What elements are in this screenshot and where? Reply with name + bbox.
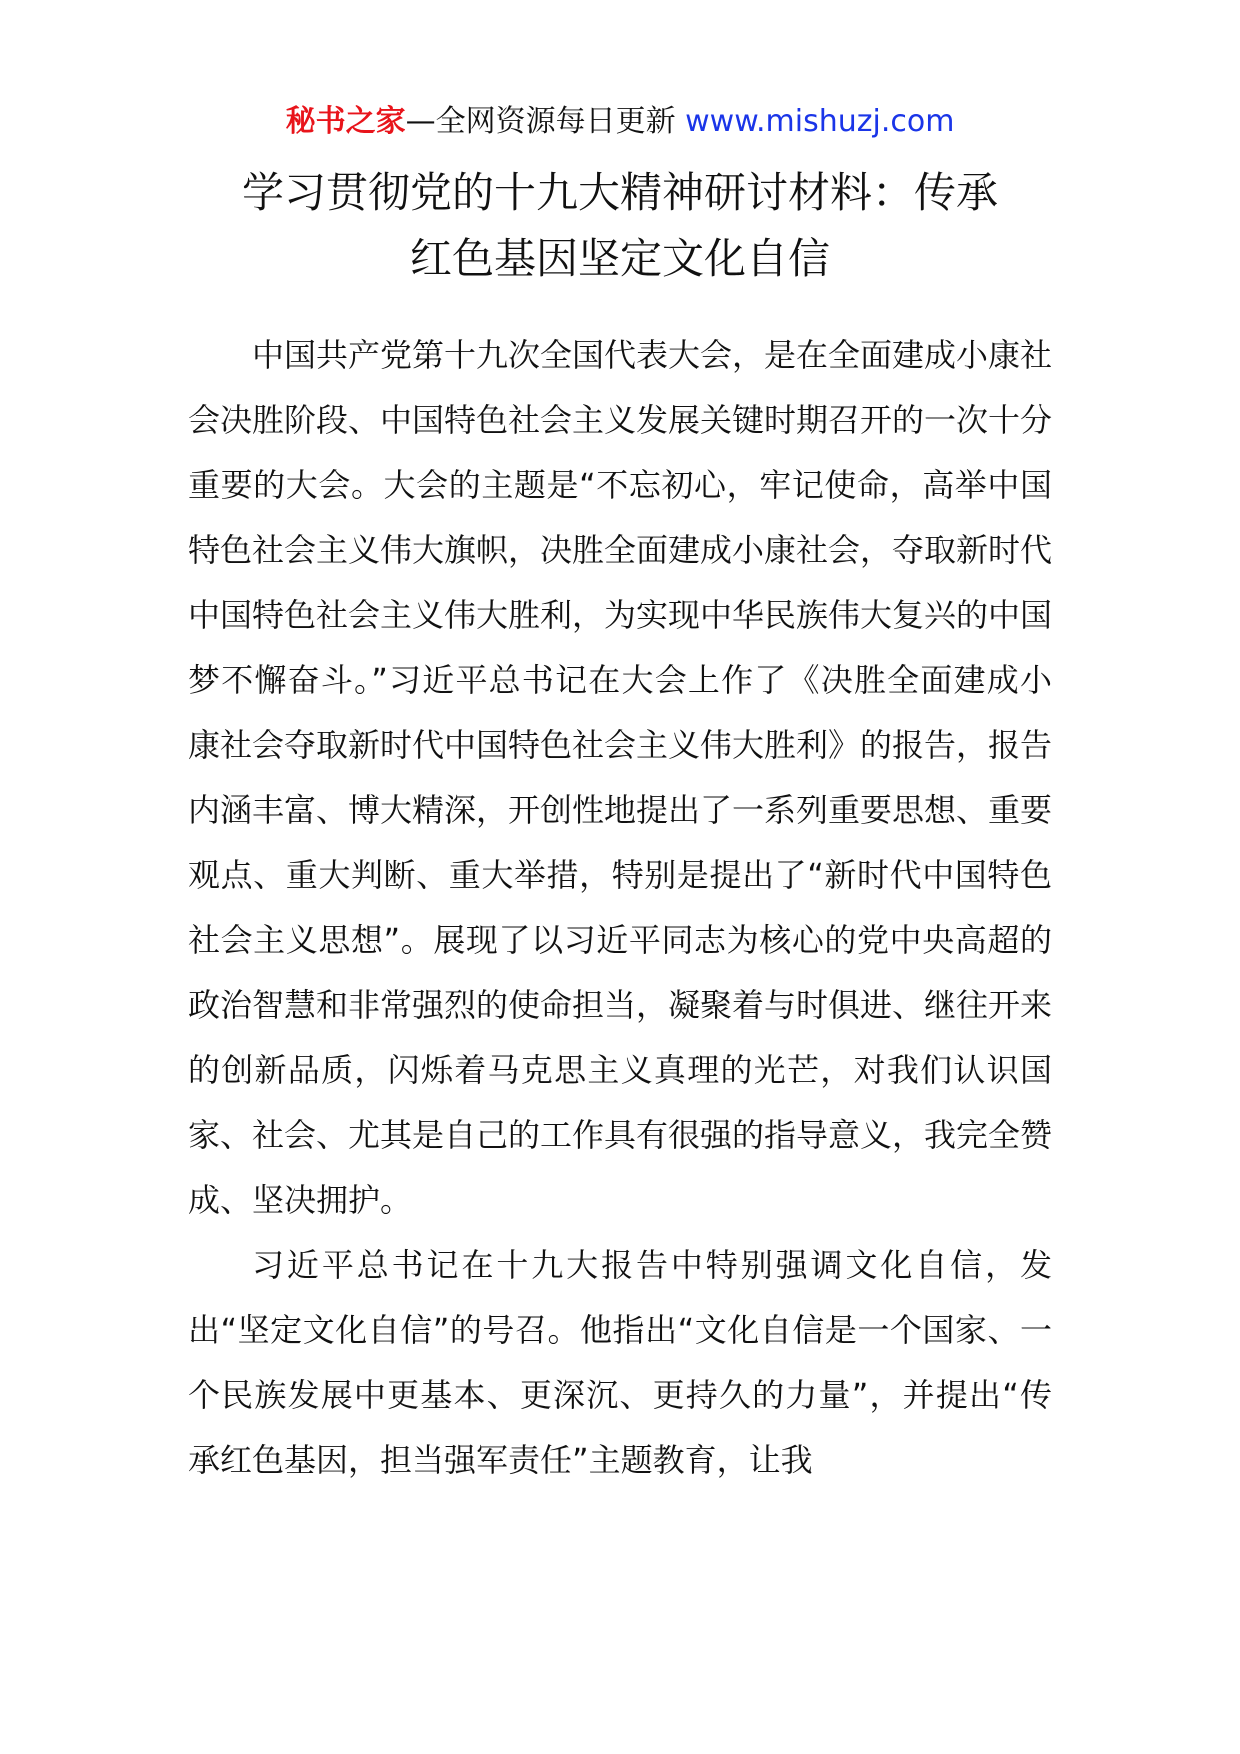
document-title-line-2: 红色基因坚定文化自信 [409, 234, 830, 283]
body-paragraph-1: 中国共产党第十九次全国代表大会，是在全面建成小康社会决胜阶段、中国特色社会主义发展关键时期召开的一次十分重要的大会。大会的主题是“不忘初心，牢记使命，高举中国特色社会主义伟大旗帜，决胜全面建成小康社会，夺取新时代中国特色社会主义伟大胜利，为实现中华民族伟大复兴的中国梦不懈奋斗。”习近平总书记在大会上作了《决胜全面建成小康社会夺取新时代中国特色社会主义伟大胜利》的报告，报告内涵丰富、博大精深，开创性地提出了一系列重要思想、重要观点、重大判断、重大举措，特别是提出了“新时代中国特色社会主义思想”。展现了以习近平同志为核心的党中央高超的政治智慧和非常强烈的使命担当，凝聚着与时俱进、继往开来的创新品质，闪烁着马克思主义真理的光芒，对我们认识国家、社会、尤其是自己的工作具有很强的指导意义，我完全赞成、坚决拥护。 [188, 336, 1053, 1219]
site-brand: 秘书之家 [285, 104, 406, 139]
document-title-line-1: 学习贯彻党的十九大精神研讨材料：传承 [241, 168, 998, 217]
site-url-link[interactable]: www.mishuzj.com [685, 104, 955, 139]
site-header [0, 102, 1240, 142]
body-paragraph-2: 习近平总书记在十九大报告中特别强调文化自信，发出“坚定文化自信”的号召。他指出“文化自信是一个国家、一个民族发展中更基本、更深沉、更持久的力量”，并提出“传承红色基因，担当强军责任”主题教育，让我 [188, 1246, 1052, 1479]
document-body [188, 323, 1052, 1493]
site-slogan: —全网资源每日更新 [405, 104, 686, 139]
document-title [160, 160, 1080, 292]
